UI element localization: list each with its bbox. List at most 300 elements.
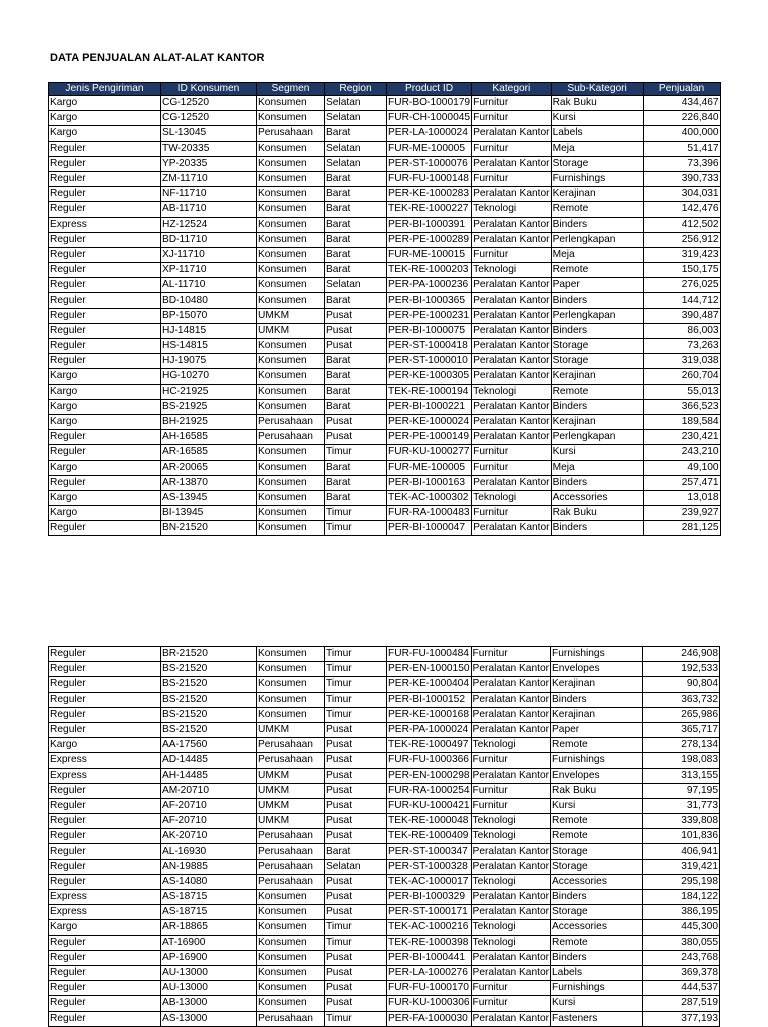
cell-penjualan[interactable]: 434,467 [643,96,720,111]
cell-jenis-pengiriman[interactable]: Kargo [49,414,161,429]
cell-id-konsumen[interactable]: BS-21520 [161,722,257,737]
cell-region[interactable]: Pusat [325,965,387,980]
cell-product-id[interactable]: PER-BI-1000221 [387,399,472,414]
cell-segmen[interactable]: Konsumen [257,475,325,490]
cell-sub-kategori[interactable]: Remote [551,935,643,950]
header-segmen[interactable]: Segmen [257,83,325,96]
cell-id-konsumen[interactable]: AF-20710 [161,798,257,813]
cell-id-konsumen[interactable]: BS-21925 [161,399,257,414]
cell-jenis-pengiriman[interactable]: Express [49,905,161,920]
cell-kategori[interactable]: Furnitur [471,996,550,1011]
cell-penjualan[interactable]: 243,768 [643,950,720,965]
cell-id-konsumen[interactable]: AT-16900 [161,935,257,950]
cell-product-id[interactable]: FUR-RA-1000254 [387,783,472,798]
cell-product-id[interactable]: FUR-KU-1000421 [387,798,472,813]
cell-sub-kategori[interactable]: Binders [551,692,643,707]
cell-penjualan[interactable]: 260,704 [643,369,720,384]
cell-jenis-pengiriman[interactable]: Reguler [49,156,161,171]
cell-product-id[interactable]: PER-ST-1000328 [387,859,472,874]
cell-region[interactable]: Pusat [325,950,387,965]
cell-jenis-pengiriman[interactable]: Reguler [49,829,161,844]
cell-sub-kategori[interactable]: Remote [551,384,643,399]
cell-region[interactable]: Pusat [325,753,387,768]
cell-id-konsumen[interactable]: AH-16585 [161,430,257,445]
cell-id-konsumen[interactable]: BS-21520 [161,677,257,692]
cell-penjualan[interactable]: 97,195 [643,783,720,798]
cell-jenis-pengiriman[interactable]: Reguler [49,293,161,308]
cell-id-konsumen[interactable]: CG-12520 [161,111,257,126]
cell-jenis-pengiriman[interactable]: Reguler [49,677,161,692]
cell-id-konsumen[interactable]: HZ-12524 [161,217,257,232]
cell-segmen[interactable]: UMKM [257,308,325,323]
cell-sub-kategori[interactable]: Remote [551,738,643,753]
cell-segmen[interactable]: Konsumen [257,707,325,722]
cell-id-konsumen[interactable]: AS-18715 [161,890,257,905]
cell-region[interactable]: Pusat [325,783,387,798]
cell-id-konsumen[interactable]: BD-10480 [161,293,257,308]
cell-jenis-pengiriman[interactable]: Reguler [49,354,161,369]
cell-id-konsumen[interactable]: AL-16930 [161,844,257,859]
cell-sub-kategori[interactable]: Binders [551,323,643,338]
cell-product-id[interactable]: PER-KE-1000283 [387,187,472,202]
cell-sub-kategori[interactable]: Storage [551,339,643,354]
cell-segmen[interactable]: UMKM [257,323,325,338]
cell-jenis-pengiriman[interactable]: Reguler [49,965,161,980]
cell-penjualan[interactable]: 256,912 [643,232,720,247]
cell-segmen[interactable]: Konsumen [257,890,325,905]
cell-sub-kategori[interactable]: Furnishings [551,171,643,186]
cell-segmen[interactable]: Konsumen [257,171,325,186]
cell-product-id[interactable]: PER-BI-1000365 [387,293,472,308]
cell-region[interactable]: Selatan [325,859,387,874]
cell-id-konsumen[interactable]: BS-21520 [161,662,257,677]
cell-sub-kategori[interactable]: Paper [551,278,643,293]
cell-product-id[interactable]: PER-PA-1000236 [387,278,472,293]
cell-segmen[interactable]: Konsumen [257,354,325,369]
cell-jenis-pengiriman[interactable]: Reguler [49,430,161,445]
cell-segmen[interactable]: Konsumen [257,217,325,232]
cell-kategori[interactable]: Peralatan Kantor [472,232,551,247]
header-jenis-pengiriman[interactable]: Jenis Pengiriman [49,83,161,96]
cell-id-konsumen[interactable]: HJ-19075 [161,354,257,369]
cell-jenis-pengiriman[interactable]: Express [49,217,161,232]
cell-segmen[interactable]: Konsumen [257,677,325,692]
cell-jenis-pengiriman[interactable]: Reguler [49,996,161,1011]
cell-id-konsumen[interactable]: AR-20065 [161,460,257,475]
cell-penjualan[interactable]: 412,502 [643,217,720,232]
cell-region[interactable]: Pusat [325,722,387,737]
cell-sub-kategori[interactable]: Meja [551,247,643,262]
cell-product-id[interactable]: FUR-FU-1000366 [387,753,472,768]
cell-kategori[interactable]: Peralatan Kantor [471,1011,550,1026]
cell-penjualan[interactable]: 246,908 [643,647,720,662]
cell-region[interactable]: Pusat [325,339,387,354]
cell-region[interactable]: Pusat [325,430,387,445]
cell-penjualan[interactable]: 184,122 [643,890,720,905]
cell-penjualan[interactable]: 313,155 [643,768,720,783]
cell-kategori[interactable]: Peralatan Kantor [472,521,551,536]
cell-id-konsumen[interactable]: AP-16900 [161,950,257,965]
cell-id-konsumen[interactable]: AU-13000 [161,981,257,996]
cell-id-konsumen[interactable]: AR-13870 [161,475,257,490]
cell-jenis-pengiriman[interactable]: Kargo [49,460,161,475]
cell-region[interactable]: Selatan [325,111,387,126]
cell-region[interactable]: Timur [325,677,387,692]
cell-product-id[interactable]: TEK-RE-1000398 [387,935,472,950]
cell-penjualan[interactable]: 319,038 [643,354,720,369]
cell-id-konsumen[interactable]: CG-12520 [161,96,257,111]
cell-segmen[interactable]: Konsumen [257,920,325,935]
cell-region[interactable]: Barat [325,171,387,186]
cell-kategori[interactable]: Peralatan Kantor [472,278,551,293]
cell-penjualan[interactable]: 86,003 [643,323,720,338]
cell-product-id[interactable]: FUR-FU-1000170 [387,981,472,996]
cell-jenis-pengiriman[interactable]: Kargo [49,506,161,521]
cell-jenis-pengiriman[interactable]: Reguler [49,171,161,186]
cell-penjualan[interactable]: 339,808 [643,814,720,829]
cell-product-id[interactable]: PER-ST-1000347 [387,844,472,859]
cell-kategori[interactable]: Peralatan Kantor [471,662,550,677]
cell-segmen[interactable]: Konsumen [257,187,325,202]
cell-kategori[interactable]: Peralatan Kantor [471,722,550,737]
cell-segmen[interactable]: Konsumen [257,460,325,475]
cell-kategori[interactable]: Teknologi [471,920,550,935]
cell-segmen[interactable]: Konsumen [257,935,325,950]
cell-kategori[interactable]: Teknologi [472,202,551,217]
cell-kategori[interactable]: Furnitur [472,96,551,111]
cell-sub-kategori[interactable]: Kerajinan [551,369,643,384]
cell-id-konsumen[interactable]: XJ-11710 [161,247,257,262]
cell-id-konsumen[interactable]: TW-20335 [161,141,257,156]
cell-product-id[interactable]: TEK-AC-1000216 [387,920,472,935]
cell-jenis-pengiriman[interactable]: Reguler [49,445,161,460]
cell-jenis-pengiriman[interactable]: Reguler [49,141,161,156]
cell-region[interactable]: Pusat [325,738,387,753]
cell-region[interactable]: Pusat [325,874,387,889]
cell-segmen[interactable]: Perusahaan [257,414,325,429]
cell-penjualan[interactable]: 380,055 [643,935,720,950]
cell-jenis-pengiriman[interactable]: Reguler [49,1011,161,1026]
cell-kategori[interactable]: Peralatan Kantor [472,293,551,308]
cell-segmen[interactable]: Konsumen [257,96,325,111]
cell-product-id[interactable]: FUR-CH-1000045 [387,111,472,126]
cell-segmen[interactable]: UMKM [257,768,325,783]
cell-segmen[interactable]: Konsumen [257,506,325,521]
cell-product-id[interactable]: PER-KE-1000024 [387,414,472,429]
cell-id-konsumen[interactable]: AK-20710 [161,829,257,844]
cell-penjualan[interactable]: 90,804 [643,677,720,692]
cell-id-konsumen[interactable]: AF-20710 [161,814,257,829]
cell-kategori[interactable]: Furnitur [472,460,551,475]
cell-product-id[interactable]: FUR-BO-1000179 [387,96,472,111]
cell-penjualan[interactable]: 13,018 [643,490,720,505]
cell-kategori[interactable]: Peralatan Kantor [472,187,551,202]
cell-sub-kategori[interactable]: Binders [551,950,643,965]
cell-penjualan[interactable]: 365,717 [643,722,720,737]
cell-kategori[interactable]: Peralatan Kantor [472,399,551,414]
cell-kategori[interactable]: Peralatan Kantor [471,965,550,980]
cell-sub-kategori[interactable]: Storage [551,859,643,874]
cell-jenis-pengiriman[interactable]: Reguler [49,278,161,293]
cell-product-id[interactable]: PER-BI-1000047 [387,521,472,536]
cell-jenis-pengiriman[interactable]: Reguler [49,859,161,874]
cell-segmen[interactable]: Konsumen [257,490,325,505]
cell-sub-kategori[interactable]: Remote [551,829,643,844]
cell-product-id[interactable]: PER-LA-1000276 [387,965,472,980]
cell-id-konsumen[interactable]: AS-13000 [161,1011,257,1026]
cell-region[interactable]: Timur [325,647,387,662]
cell-id-konsumen[interactable]: AD-14485 [161,753,257,768]
cell-segmen[interactable]: Konsumen [257,445,325,460]
cell-penjualan[interactable]: 239,927 [643,506,720,521]
cell-region[interactable]: Pusat [325,981,387,996]
cell-segmen[interactable]: Konsumen [257,521,325,536]
cell-segmen[interactable]: Perusahaan [257,829,325,844]
cell-penjualan[interactable]: 386,195 [643,905,720,920]
cell-id-konsumen[interactable]: HJ-14815 [161,323,257,338]
cell-sub-kategori[interactable]: Storage [551,844,643,859]
cell-segmen[interactable]: Perusahaan [257,738,325,753]
cell-segmen[interactable]: Perusahaan [257,859,325,874]
cell-penjualan[interactable]: 278,134 [643,738,720,753]
cell-sub-kategori[interactable]: Binders [551,399,643,414]
cell-region[interactable]: Timur [325,920,387,935]
cell-segmen[interactable]: Konsumen [257,278,325,293]
cell-segmen[interactable]: Konsumen [257,339,325,354]
cell-product-id[interactable]: PER-FA-1000030 [387,1011,472,1026]
cell-product-id[interactable]: PER-BI-1000391 [387,217,472,232]
cell-id-konsumen[interactable]: BS-21520 [161,707,257,722]
cell-sub-kategori[interactable]: Envelopes [551,662,643,677]
cell-kategori[interactable]: Peralatan Kantor [471,768,550,783]
cell-sub-kategori[interactable]: Storage [551,156,643,171]
cell-jenis-pengiriman[interactable]: Kargo [49,738,161,753]
cell-id-konsumen[interactable]: BI-13945 [161,506,257,521]
cell-kategori[interactable]: Teknologi [472,384,551,399]
cell-product-id[interactable]: FUR-RA-1000483 [387,506,472,521]
cell-jenis-pengiriman[interactable]: Reguler [49,202,161,217]
cell-penjualan[interactable]: 49,100 [643,460,720,475]
cell-product-id[interactable]: PER-PE-1000149 [387,430,472,445]
cell-jenis-pengiriman[interactable]: Reguler [49,981,161,996]
cell-sub-kategori[interactable]: Perlengkapan [551,232,643,247]
cell-segmen[interactable]: UMKM [257,783,325,798]
cell-jenis-pengiriman[interactable]: Kargo [49,126,161,141]
cell-region[interactable]: Timur [325,935,387,950]
cell-segmen[interactable]: Perusahaan [257,874,325,889]
cell-kategori[interactable]: Furnitur [471,981,550,996]
cell-region[interactable]: Timur [325,707,387,722]
cell-sub-kategori[interactable]: Kerajinan [551,677,643,692]
cell-id-konsumen[interactable]: AR-16585 [161,445,257,460]
cell-id-konsumen[interactable]: ZM-11710 [161,171,257,186]
cell-jenis-pengiriman[interactable]: Reguler [49,308,161,323]
cell-jenis-pengiriman[interactable]: Reguler [49,339,161,354]
cell-penjualan[interactable]: 295,198 [643,874,720,889]
cell-jenis-pengiriman[interactable]: Reguler [49,814,161,829]
cell-sub-kategori[interactable]: Envelopes [551,768,643,783]
cell-segmen[interactable]: Konsumen [257,399,325,414]
cell-segmen[interactable]: Konsumen [257,981,325,996]
cell-product-id[interactable]: FUR-KU-1000306 [387,996,472,1011]
cell-sub-kategori[interactable]: Accessories [551,920,643,935]
cell-sub-kategori[interactable]: Kerajinan [551,414,643,429]
cell-product-id[interactable]: PER-ST-1000418 [387,339,472,354]
cell-region[interactable]: Pusat [325,414,387,429]
cell-segmen[interactable]: Konsumen [257,662,325,677]
cell-id-konsumen[interactable]: AU-13000 [161,965,257,980]
cell-region[interactable]: Pusat [325,996,387,1011]
cell-product-id[interactable]: PER-ST-1000010 [387,354,472,369]
cell-segmen[interactable]: Konsumen [257,247,325,262]
cell-segmen[interactable]: UMKM [257,814,325,829]
cell-kategori[interactable]: Peralatan Kantor [471,844,550,859]
cell-region[interactable]: Pusat [325,890,387,905]
cell-sub-kategori[interactable]: Kursi [551,996,643,1011]
cell-id-konsumen[interactable]: AS-18715 [161,905,257,920]
cell-kategori[interactable]: Peralatan Kantor [471,950,550,965]
cell-segmen[interactable]: Konsumen [257,692,325,707]
cell-product-id[interactable]: FUR-ME-100015 [387,247,472,262]
cell-kategori[interactable]: Peralatan Kantor [471,859,550,874]
cell-region[interactable]: Barat [325,247,387,262]
cell-kategori[interactable]: Teknologi [471,814,550,829]
cell-region[interactable]: Timur [325,506,387,521]
cell-segmen[interactable]: Perusahaan [257,753,325,768]
cell-penjualan[interactable]: 257,471 [643,475,720,490]
cell-id-konsumen[interactable]: HC-21925 [161,384,257,399]
cell-product-id[interactable]: PER-ST-1000171 [387,905,472,920]
cell-jenis-pengiriman[interactable]: Reguler [49,935,161,950]
cell-product-id[interactable]: PER-BI-1000329 [387,890,472,905]
cell-kategori[interactable]: Peralatan Kantor [472,414,551,429]
cell-id-konsumen[interactable]: AN-19885 [161,859,257,874]
cell-segmen[interactable]: Perusahaan [257,844,325,859]
cell-region[interactable]: Barat [325,844,387,859]
cell-region[interactable]: Barat [325,399,387,414]
cell-penjualan[interactable]: 366,523 [643,399,720,414]
cell-sub-kategori[interactable]: Labels [551,965,643,980]
cell-kategori[interactable]: Furnitur [472,171,551,186]
cell-penjualan[interactable]: 319,421 [643,859,720,874]
cell-kategori[interactable]: Furnitur [471,753,550,768]
cell-product-id[interactable]: TEK-AC-1000017 [387,874,472,889]
cell-id-konsumen[interactable]: BD-11710 [161,232,257,247]
cell-product-id[interactable]: TEK-AC-1000302 [387,490,472,505]
cell-sub-kategori[interactable]: Binders [551,475,643,490]
cell-kategori[interactable]: Teknologi [472,490,551,505]
header-kategori[interactable]: Kategori [472,83,551,96]
cell-jenis-pengiriman[interactable]: Reguler [49,798,161,813]
cell-jenis-pengiriman[interactable]: Reguler [49,475,161,490]
cell-id-konsumen[interactable]: BN-21520 [161,521,257,536]
cell-segmen[interactable]: Konsumen [257,905,325,920]
cell-region[interactable]: Barat [325,263,387,278]
cell-jenis-pengiriman[interactable]: Kargo [49,490,161,505]
cell-segmen[interactable]: Konsumen [257,111,325,126]
cell-penjualan[interactable]: 319,423 [643,247,720,262]
cell-jenis-pengiriman[interactable]: Reguler [49,707,161,722]
cell-kategori[interactable]: Teknologi [472,263,551,278]
cell-segmen[interactable]: Konsumen [257,384,325,399]
cell-penjualan[interactable]: 31,773 [643,798,720,813]
cell-segmen[interactable]: UMKM [257,722,325,737]
cell-penjualan[interactable]: 142,476 [643,202,720,217]
header-id-konsumen[interactable]: ID Konsumen [161,83,257,96]
cell-segmen[interactable]: UMKM [257,798,325,813]
cell-kategori[interactable]: Furnitur [471,647,550,662]
cell-penjualan[interactable]: 230,421 [643,430,720,445]
header-penjualan[interactable]: Penjualan [643,83,720,96]
cell-id-konsumen[interactable]: AB-13000 [161,996,257,1011]
cell-kategori[interactable]: Peralatan Kantor [472,323,551,338]
cell-region[interactable]: Pusat [325,829,387,844]
cell-id-konsumen[interactable]: AB-11710 [161,202,257,217]
cell-product-id[interactable]: PER-BI-1000152 [387,692,472,707]
cell-region[interactable]: Barat [325,369,387,384]
cell-id-konsumen[interactable]: NF-11710 [161,187,257,202]
cell-region[interactable]: Pusat [325,308,387,323]
cell-product-id[interactable]: TEK-RE-1000203 [387,263,472,278]
cell-sub-kategori[interactable]: Perlengkapan [551,430,643,445]
cell-jenis-pengiriman[interactable]: Reguler [49,722,161,737]
header-sub-kategori[interactable]: Sub-Kategori [551,83,643,96]
cell-jenis-pengiriman[interactable]: Reguler [49,844,161,859]
cell-kategori[interactable]: Teknologi [471,738,550,753]
cell-kategori[interactable]: Furnitur [471,798,550,813]
cell-jenis-pengiriman[interactable]: Kargo [49,384,161,399]
cell-kategori[interactable]: Peralatan Kantor [471,890,550,905]
cell-penjualan[interactable]: 198,083 [643,753,720,768]
cell-penjualan[interactable]: 390,733 [643,171,720,186]
cell-penjualan[interactable]: 189,584 [643,414,720,429]
cell-kategori[interactable]: Furnitur [472,247,551,262]
cell-product-id[interactable]: PER-BI-1000441 [387,950,472,965]
cell-penjualan[interactable]: 55,013 [643,384,720,399]
cell-product-id[interactable]: FUR-ME-100005 [387,460,472,475]
cell-region[interactable]: Selatan [325,156,387,171]
cell-penjualan[interactable]: 304,031 [643,187,720,202]
cell-penjualan[interactable]: 101,836 [643,829,720,844]
cell-region[interactable]: Pusat [325,798,387,813]
cell-product-id[interactable]: PER-KE-1000305 [387,369,472,384]
cell-jenis-pengiriman[interactable]: Express [49,768,161,783]
cell-sub-kategori[interactable]: Meja [551,141,643,156]
cell-product-id[interactable]: PER-BI-1000075 [387,323,472,338]
cell-product-id[interactable]: PER-KE-1000404 [387,677,472,692]
cell-kategori[interactable]: Teknologi [471,874,550,889]
cell-segmen[interactable]: Perusahaan [257,1011,325,1026]
cell-segmen[interactable]: Konsumen [257,950,325,965]
cell-id-konsumen[interactable]: AA-17560 [161,738,257,753]
cell-sub-kategori[interactable]: Rak Buku [551,783,643,798]
cell-kategori[interactable]: Peralatan Kantor [472,126,551,141]
cell-sub-kategori[interactable]: Kerajinan [551,187,643,202]
cell-kategori[interactable]: Furnitur [472,445,551,460]
cell-sub-kategori[interactable]: Storage [551,905,643,920]
cell-region[interactable]: Barat [325,475,387,490]
cell-sub-kategori[interactable]: Furnishings [551,981,643,996]
cell-sub-kategori[interactable]: Labels [551,126,643,141]
cell-segmen[interactable]: Konsumen [257,156,325,171]
cell-segmen[interactable]: Konsumen [257,232,325,247]
cell-region[interactable]: Barat [325,354,387,369]
cell-kategori[interactable]: Teknologi [471,935,550,950]
cell-jenis-pengiriman[interactable]: Kargo [49,111,161,126]
cell-region[interactable]: Pusat [325,323,387,338]
cell-jenis-pengiriman[interactable]: Reguler [49,647,161,662]
cell-sub-kategori[interactable]: Accessories [551,874,643,889]
